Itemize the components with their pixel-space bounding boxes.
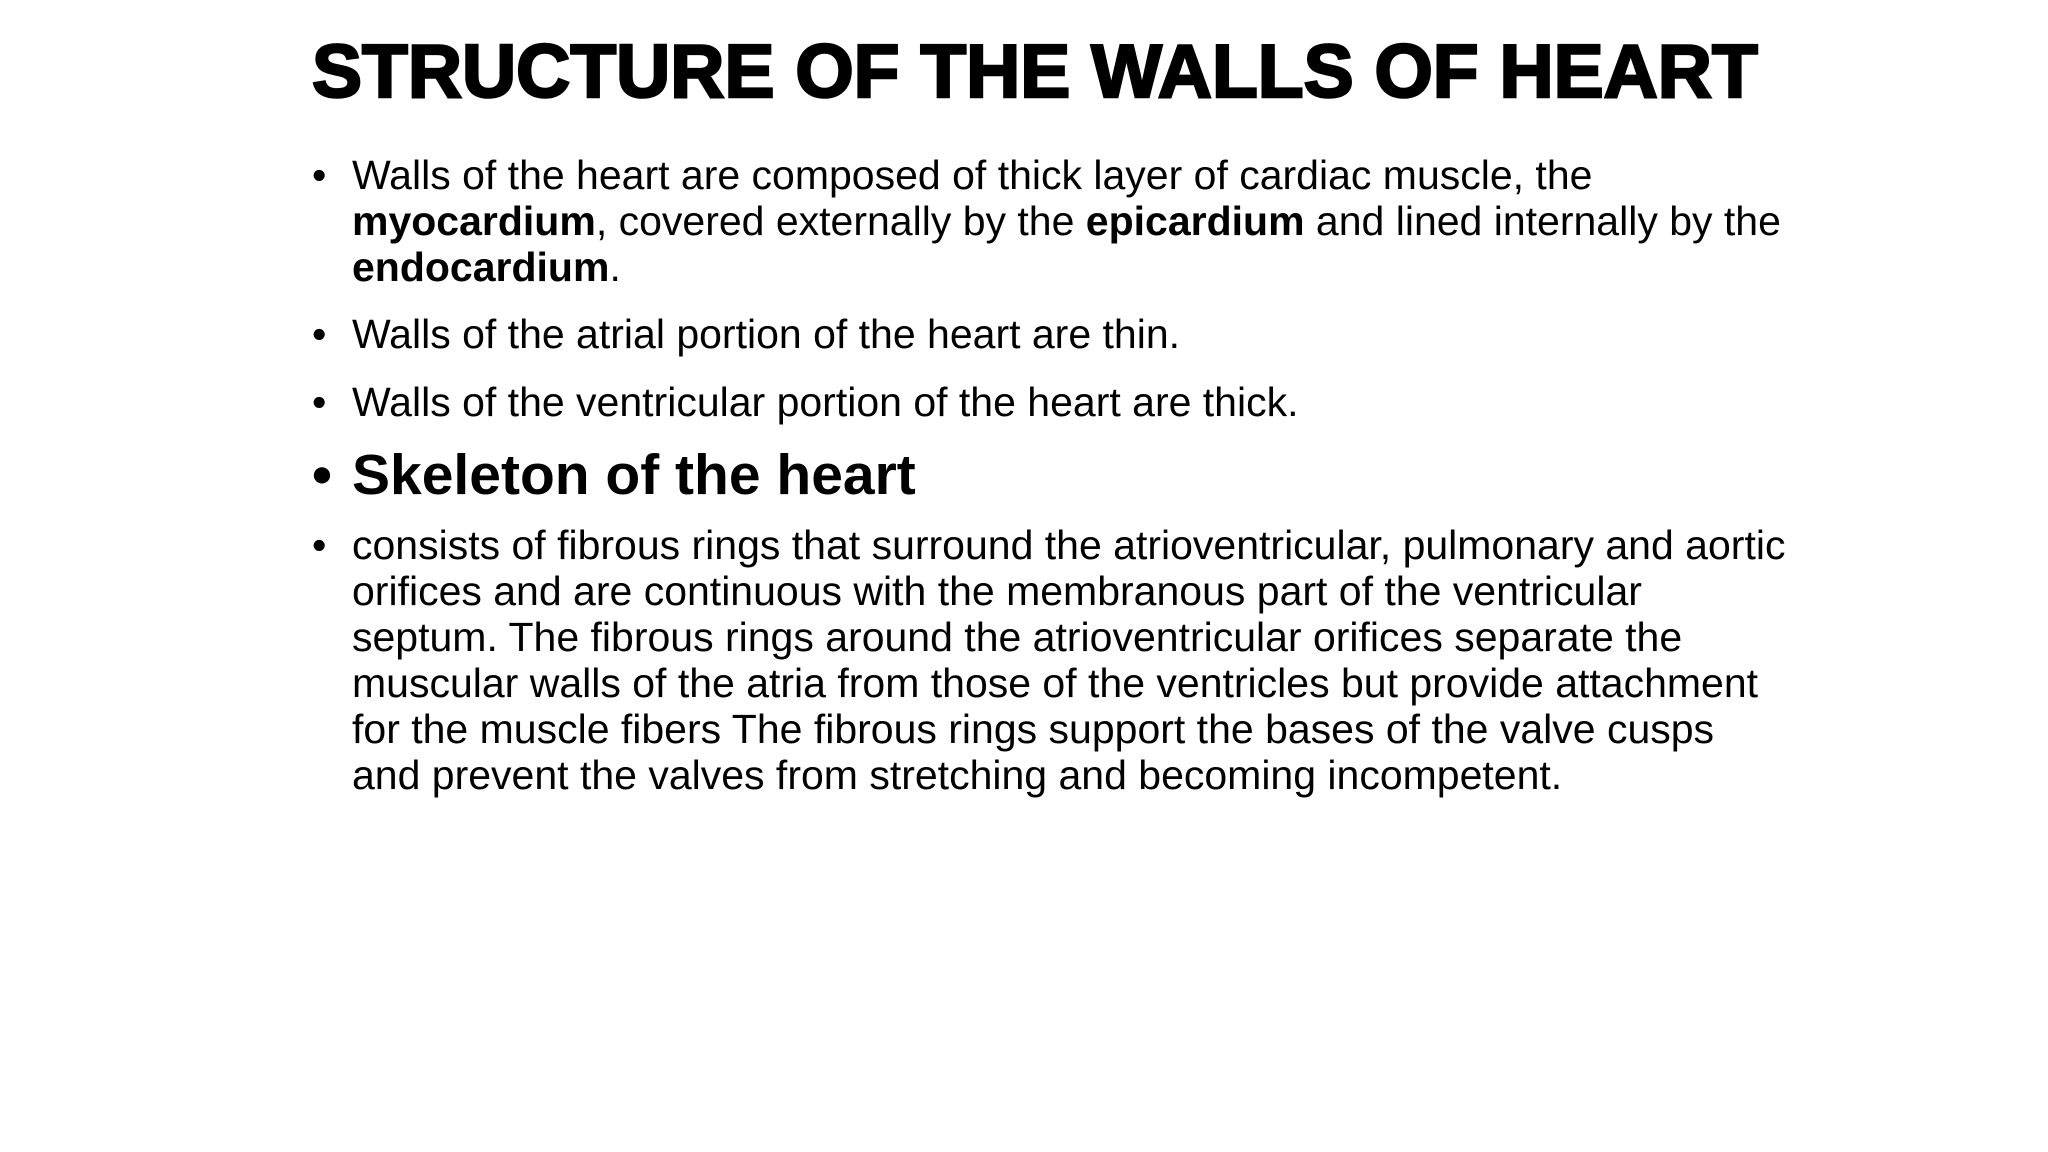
bullet-text: consists of fibrous rings that surround the atrioventricular, pulmonary and aortic orifices and are continuous with the membranous part of the ventricular septum. The fibrous rings around the atrioventricular orifices separate the muscular walls of the atria from those of the ventricles but provide attachment for the muscle fibers The fibrous rings support the bases of the valve cusps and prevent the valves from stretching and becoming incompetent. — [352, 522, 1786, 798]
bullet-atrial-walls — [312, 311, 1812, 357]
term-endocardium: endocardium — [352, 244, 610, 290]
bullet-ventricular-walls — [312, 379, 1812, 425]
bullet-marker: • — [312, 443, 332, 507]
bullet-skeleton-heading — [312, 442, 1812, 508]
bullet-text: Walls of the ventricular portion of the heart are thick. — [352, 379, 1299, 425]
term-epicardium: epicardium — [1085, 198, 1305, 244]
term-myocardium: myocardium — [352, 198, 596, 244]
bullet-marker: • — [312, 379, 327, 425]
bullet-marker: • — [312, 152, 327, 198]
bullet-marker: • — [312, 522, 327, 568]
bullet-text: and lined internally by the — [1304, 198, 1781, 244]
bullet-text: Walls of the heart are composed of thick layer of cardiac muscle, the — [352, 152, 1593, 198]
bullet-wall-composition — [312, 152, 1812, 290]
slide-title: STRUCTURE OF THE WALLS OF HEART — [312, 29, 1758, 113]
bullet-fibrous-rings — [312, 522, 1792, 798]
section-heading: Skeleton of the heart — [352, 443, 916, 507]
bullet-marker: • — [312, 311, 327, 357]
bullet-text: Walls of the atrial portion of the heart are thin. — [352, 311, 1181, 357]
bullet-text: . — [609, 244, 621, 290]
bullet-list — [312, 152, 1812, 798]
bullet-text: , covered externally by the — [595, 198, 1086, 244]
